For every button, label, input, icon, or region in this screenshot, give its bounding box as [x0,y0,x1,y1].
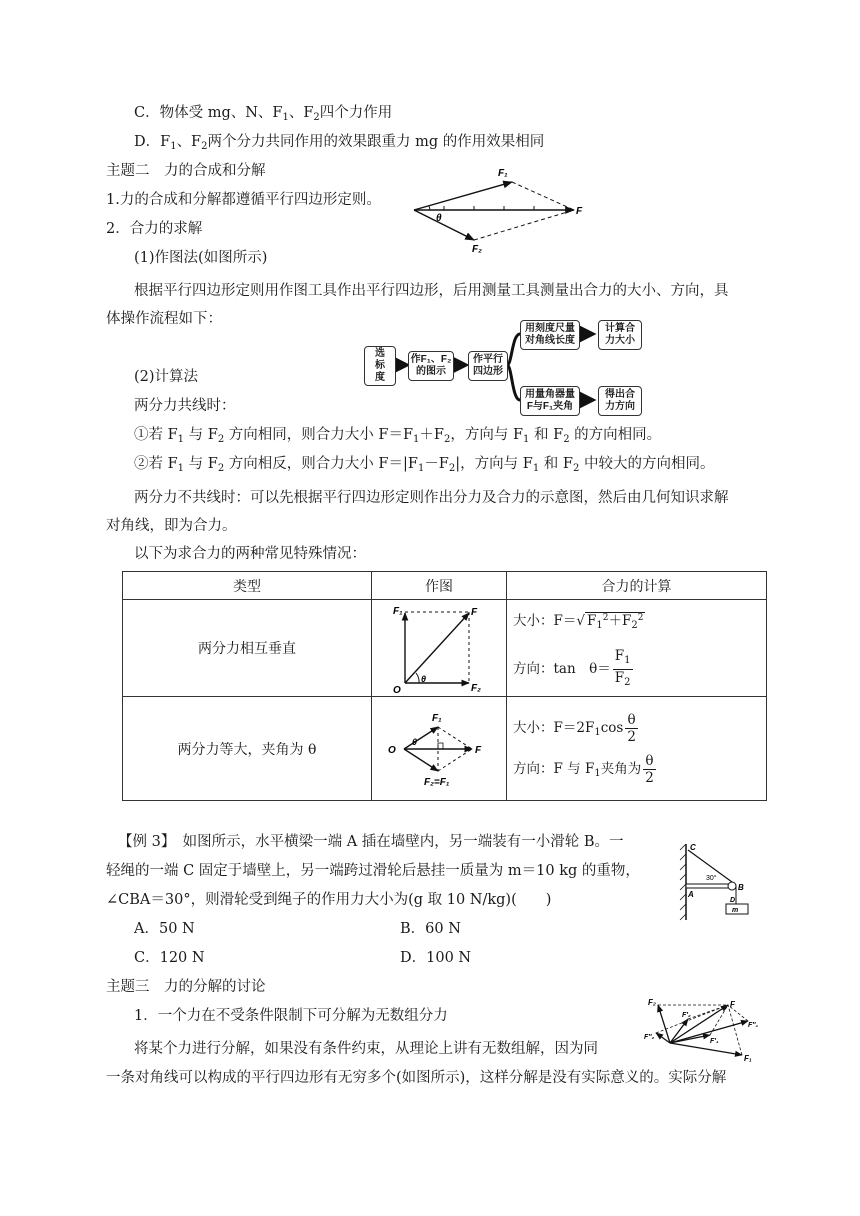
row2-theta-label: θ [412,736,418,747]
example-3-line-2: 轻绳的一端 C 固定于墙壁上，另一端跨过滑轮后悬挂一质量为 m＝10 kg 的重物， [106,863,640,879]
row1-type: 两分力相互垂直 [123,600,372,697]
flow-select-scale: 选 标 度 [364,346,396,386]
topic-three-heading: 主题三 力的分解的讨论 [106,979,266,995]
row2-o-label: O [388,744,396,756]
answer-a[interactable]: A．50 N [134,921,195,937]
pulley-m-label: m [732,907,739,914]
paragraph-non-collinear-2: 对角线，即为合力。 [106,518,237,534]
decomp-f1p-label: F′₁ [710,1038,719,1045]
row2-diagram [372,697,507,801]
pulley-figure [676,840,768,922]
pulley-angle-label: 30° [706,875,717,882]
row2-type: 两分力等大，夹角为 θ [123,697,372,801]
topic-two-heading: 主题二 力的合成和分解 [106,163,266,179]
decomp-f2pp-label: F″₂ [644,1034,655,1041]
table-header-row [123,572,767,600]
example-3-line-1: 【例 3】 如图所示，水平横梁一端 A 插在墙壁内，另一端装有一小滑轮 B。一 [118,834,624,850]
pulley-c-label: C [690,843,696,852]
decomp-f1-label: F₁ [744,1054,752,1063]
row2-f1-label: F₁ [432,712,442,724]
row2-f-label: F [475,744,482,756]
flow-measure-angle: 用量角器量 F与F₁夹角 [520,386,580,416]
header-type: 类型 [123,572,372,600]
theta-label: θ [436,213,442,224]
parallelogram-figure [408,163,592,255]
decomp-f-label: F [730,1000,735,1009]
special-cases-table [122,571,767,801]
row1-o-label: O [393,685,401,693]
pulley-b-label: B [738,883,744,892]
paragraph-non-collinear-1: 两分力不共线时：可以先根据平行四边形定则作出分力及合力的示意图，然后由几何知识求解 [134,490,729,506]
header-calculation: 合力的计算 [507,572,767,600]
f-label: F [576,206,583,217]
paragraph-procedure-1: 根据平行四边形定则用作图工具作出平行四边形，后用测量工具测量出合力的大小、方向，具 [134,283,729,299]
table-row [123,600,767,697]
row1-f1-label: F₁ [393,606,403,617]
f2-label: F₂ [472,244,482,255]
decomp-f2-label: F₂ [648,998,656,1007]
flow-measure-diagonal: 用刻度尺量 对角线长度 [520,320,580,350]
decomposition-figure [644,995,762,1063]
paragraph-opposite-direction: ②若 $F_1$ 与 $F_2$ 方向相反，则合力大小 $F=|F_1-F_2|$，方向与 $F_1$ 和 $F_2$ 中较大的方向相同。 [134,456,715,474]
row1-calculation: 大小：F＝√ $F_1^2+F_2^2$ 方向：tan θ＝ $\frac{F_1}{F_2}$ [507,600,767,697]
paragraph-decomp-2: 一条对角线可以构成的平行四边形有无穷多个(如图所示)，这样分解是没有实际意义的。实际分解 [106,1070,727,1086]
paragraph-special-cases: 以下为求合力的两种常见特殊情况： [134,546,366,562]
row2-f2eqf1-label: F₂=F₁ [424,776,450,788]
row1-f2-label: F₂ [471,683,481,693]
row1-diagram [372,600,507,697]
header-diagram: 作图 [372,572,507,600]
row2-calculation: 大小：$F=2F_1\cos$ $\frac{\theta}{2}$ 方向：F 与 $F_1$夹角为 $\frac{\theta}{2}$ [507,697,767,801]
paragraph-calc-method: (2)计算法 [134,369,199,385]
paragraph-rule: 1.力的合成和分解都遵循平行四边形定则。 [106,192,381,208]
paragraph-resultant: 2．合力的求解 [106,221,203,237]
flow-draw-forces: 作F₁、F₂ 的图示 [408,351,454,381]
paragraph-graphic-method: (1)作图法(如图所示) [134,250,268,266]
flow-draw-parallelogram: 作平行 四边形 [468,351,508,381]
answer-d[interactable]: D．100 N [400,950,472,966]
paragraph-decomp-1: 将某个力进行分解，如果没有条件约束，从理论上讲有无数组解，因为同 [134,1041,598,1057]
f1-label: F₁ [498,168,508,179]
decomp-f2p-label: F′₂ [682,1012,691,1019]
answer-b[interactable]: B．60 N [400,921,461,937]
pulley-d-label: D [730,897,736,904]
example-3-line-3: ∠CBA＝30°，则滑轮受到绳子的作用力大小为(g 取 10 N/kg)( ) [106,892,552,908]
paragraph-infinite-decomp: 1．一个力在不受条件限制下可分解为无数组分力 [134,1008,448,1024]
paragraph-collinear: 两分力共线时： [134,398,236,414]
pulley-a-label: A [688,890,694,899]
row1-f-label: F [471,607,478,618]
answer-c[interactable]: C．120 N [134,950,205,966]
table-row [123,697,767,801]
decomp-f1pp-label: F″₁ [748,1022,759,1029]
paragraph-same-direction: ①若 $F_1$ 与 $F_2$ 方向相同，则合力大小 $F=F_1+F_2$，方向与 $F_1$ 和 $F_2$ 的方向相同。 [134,427,662,445]
paragraph-procedure-2: 体操作流程如下： [106,311,222,327]
flow-get-direction: 得出合 力方向 [598,386,642,416]
flow-compute-magnitude: 计算合 力大小 [598,320,642,350]
option-c: C．物体受 mg、N、$F_1$、$F_2$四个力作用 [134,105,393,123]
option-d: D．$F_1$、$F_2$两个分力共同作用的效果跟重力 mg 的作用效果相同 [134,134,545,152]
row1-theta-label: θ [421,674,427,684]
